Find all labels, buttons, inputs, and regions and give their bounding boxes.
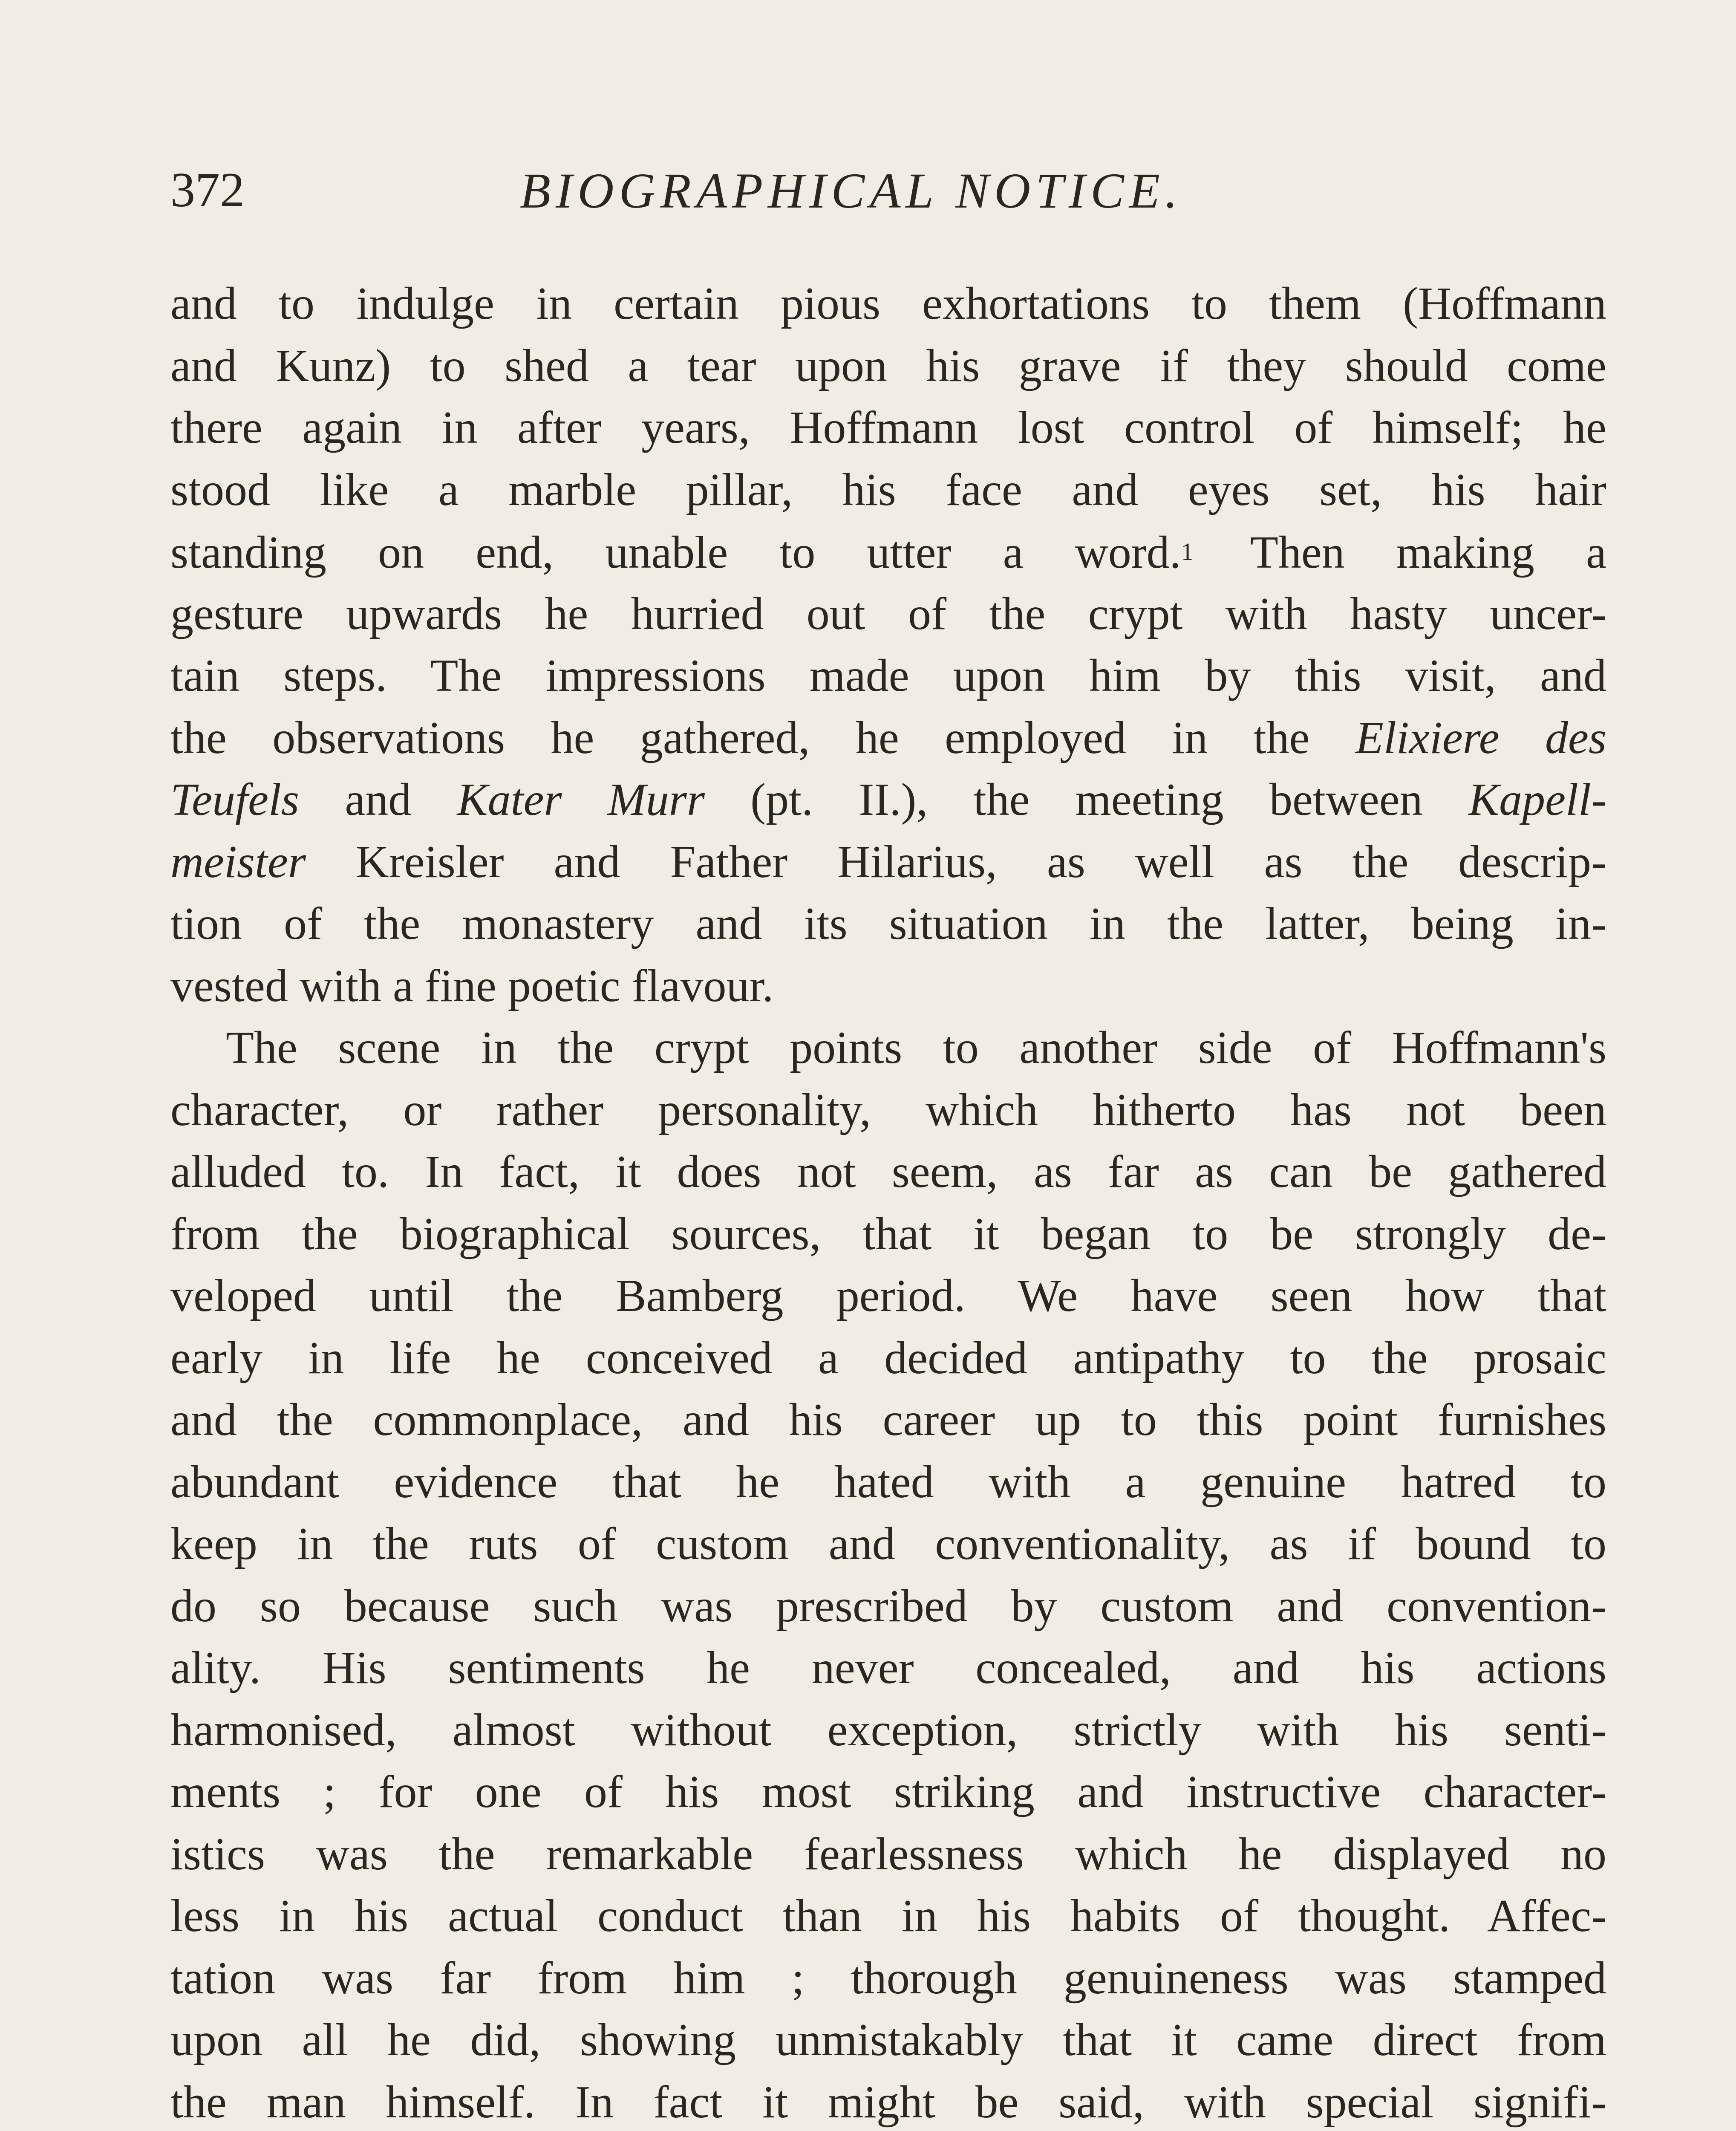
text-line [170, 707, 1606, 769]
page-number: 372 [170, 163, 245, 217]
text-line: tation was far from him ; thorough genuineness was stamped [170, 1952, 1606, 2004]
text-line: stood like a marble pillar, his face and eyes set, his hair [170, 464, 1606, 515]
body-text [170, 273, 1606, 2131]
text-segment: (pt. II.), the meeting between [750, 774, 1423, 825]
text-line: early in life he conceived a decided antipathy to the prosaic [170, 1332, 1606, 1383]
text-line: abundant evidence that he hated with a genuine hatred to [170, 1456, 1606, 1507]
text-line: gesture upwards he hurried out of the crypt with hasty uncer- [170, 588, 1606, 639]
text-line: istics was the remarkable fearlessness which he displayed no [170, 1828, 1606, 1880]
text-line: there again in after years, Hoffmann lost control of himself; he [170, 402, 1606, 453]
text-line [170, 521, 1606, 583]
text-segment: Then making a [1250, 527, 1606, 578]
text-segment: Kreisler and Father Hilarius, as well as the descrip- [355, 836, 1606, 887]
text-line: tion of the monastery and its situation in the latter, being in- [170, 898, 1606, 949]
text-segment: the observations he gathered, he employed in the [170, 712, 1310, 763]
text-line: the man himself. In fact it might be said, with special signifi- [170, 2076, 1606, 2128]
text-line: do so because such was prescribed by custom and convention- [170, 1580, 1606, 1631]
text-line: from the biographical sources, that it began to be strongly de- [170, 1208, 1606, 1259]
italic-title: Teufels [170, 774, 300, 825]
text-segment: and [345, 774, 412, 825]
page-header [170, 162, 1611, 239]
italic-title: meister [170, 836, 306, 887]
text-line: less in his actual conduct than in his habits of thought. Affec- [170, 1891, 1606, 1941]
text-line: The scene in the crypt points to another side of Hoffmann's [226, 1022, 1606, 1073]
text-line: character, or rather personality, which hitherto has not been [170, 1084, 1606, 1135]
text-line: keep in the ruts of custom and conventionality, as if bound to [170, 1519, 1606, 1569]
italic-title: Elixiere des [1355, 712, 1607, 763]
text-segment: standing on end, unable to utter a word. [170, 527, 1181, 578]
italic-title: Kater Murr [457, 774, 705, 825]
text-line: veloped until the Bamberg period. We have seen how that [170, 1271, 1606, 1321]
text-line: upon all he did, showing unmistakably that it came direct from [170, 2015, 1606, 2065]
text-line: ality. His sentiments he never concealed, and his actions [170, 1643, 1606, 1693]
footnote-ref: 1 [1181, 538, 1194, 566]
text-line [170, 831, 1606, 893]
running-head: BIOGRAPHICAL NOTICE. [520, 163, 1183, 219]
text-line: and to indulge in certain pious exhortations to them (Hoffmann [170, 278, 1606, 329]
text-line: alluded to. In fact, it does not seem, as far as can be gathered [170, 1146, 1606, 1197]
text-line: harmonised, almost without exception, strictly with his senti- [170, 1704, 1606, 1756]
text-line: and Kunz) to shed a tear upon his grave if they should come [170, 340, 1606, 391]
text-line: tain steps. The impressions made upon him by this visit, and [170, 650, 1606, 701]
text-line: ments ; for one of his most striking and instructive character- [170, 1767, 1606, 1817]
text-line: vested with a fine poetic flavour. [170, 960, 774, 1011]
text-line: and the commonplace, and his career up to this point furnishes [170, 1395, 1606, 1445]
italic-title: Kapell- [1468, 774, 1607, 825]
text-line [170, 769, 1606, 831]
